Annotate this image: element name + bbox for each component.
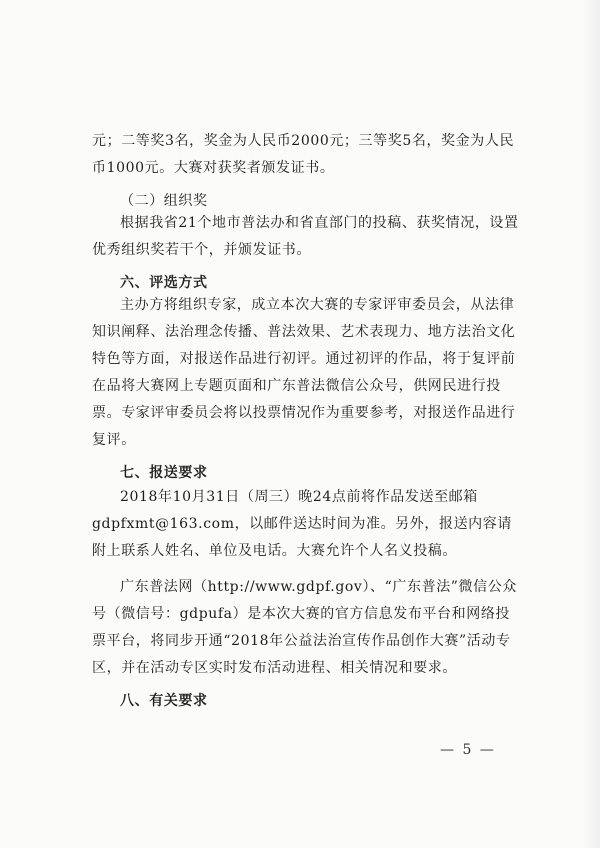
organization-award-paragraph: 根据我省21个地市普法办和省直部门的投稿、获奖情况，设置优秀组织奖若干个，并颁发证书。 xyxy=(92,215,519,258)
section-heading-submission-requirements: 七、报送要求 xyxy=(120,465,208,481)
award-text-paragraph: 元；二等奖3名，奖金为人民币2000元；三等奖5名，奖金为人民币1000元。大赛对获奖者颁发证书。 xyxy=(92,133,515,176)
submission-paragraph: 2018年10月31日（周三）晚24点前将作品发送至邮箱gdpfxmt@163.com，以邮件送达时间为准。另外，报送内容请附上联系人姓名、单位及电话。大赛允许个人名义投稿。 xyxy=(92,489,512,559)
section-heading-selection-method: 六、评选方式 xyxy=(120,275,208,291)
page-number: — 5 — xyxy=(440,742,496,758)
selection-method-paragraph: 主办方将组织专家，成立本次大赛的专家评审委员会，从法律知识阐释、法治理念传播、普法效果、艺术表现力、地方法治文化特色等方面，对报送作品进行初评。通过初评的作品，将于复评前在品将大赛网上专题页面和广东普法微信公众号，供网民进行投票。专家评审委员会将以投票情况作为重要参考，对报送作品进行复评。 xyxy=(92,297,516,448)
scan-shadow xyxy=(582,0,600,848)
section-heading-related-requirements: 八、有关要求 xyxy=(120,693,208,709)
official-platform-paragraph: 广东普法网（http://www.gdpf.gov）、“广东普法”微信公众号（微信号：gdpufa）是本次大赛的官方信息发布平台和网络投票平台，将同步开通“2018年公益法治宣传作品创作大赛”活动专区，并在活动专区实时发布活动进程、相关情况和要求。 xyxy=(92,579,517,676)
organization-award-subheading: （二）组织奖 xyxy=(120,193,208,209)
